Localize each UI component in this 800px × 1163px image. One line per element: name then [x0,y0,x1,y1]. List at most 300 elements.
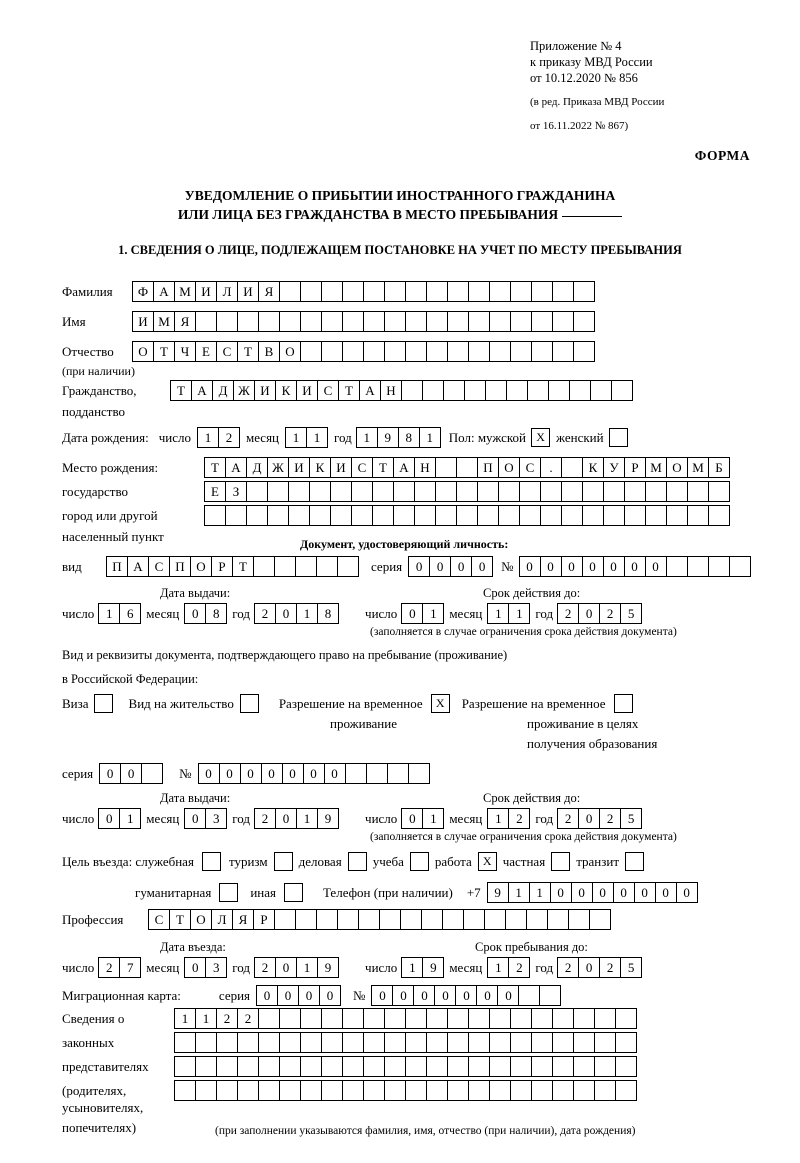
cell[interactable]: С [519,457,541,478]
cell[interactable]: И [237,281,259,302]
cell[interactable] [216,1080,238,1101]
cell[interactable] [594,1080,616,1101]
cell[interactable] [510,1032,532,1053]
cell[interactable] [468,341,490,362]
cell[interactable] [708,481,730,502]
cell[interactable]: Л [216,281,238,302]
cell[interactable] [447,311,469,332]
cell[interactable]: Ж [267,457,289,478]
cell[interactable] [540,481,562,502]
cell[interactable] [447,1008,469,1029]
permit-valid-day-input[interactable] [401,808,444,829]
cell[interactable]: С [148,909,170,930]
cell[interactable]: Я [232,909,254,930]
cell[interactable] [279,1080,301,1101]
cell[interactable]: 0 [413,985,435,1006]
cell[interactable]: 0 [634,882,656,903]
cell[interactable]: 0 [99,763,121,784]
cell[interactable] [321,281,343,302]
cell[interactable]: 0 [613,882,635,903]
cell[interactable]: Т [372,457,394,478]
cell[interactable] [321,341,343,362]
permit-issue-year-input[interactable] [254,808,339,829]
cell[interactable] [174,1080,196,1101]
cell[interactable]: П [169,556,191,577]
cell[interactable] [489,1032,511,1053]
cell[interactable]: 0 [275,603,297,624]
cell[interactable]: 2 [557,957,579,978]
cell[interactable]: 1 [508,882,530,903]
cell[interactable] [426,1080,448,1101]
cell[interactable] [174,1032,196,1053]
doc-issue-year-input[interactable] [254,603,339,624]
permit-valid-month-input[interactable] [487,808,530,829]
cell[interactable] [321,1056,343,1077]
cell[interactable] [216,1056,238,1077]
doc-series-input[interactable] [408,556,493,577]
cell[interactable] [279,1032,301,1053]
cell[interactable] [552,1056,574,1077]
cell[interactable] [414,481,436,502]
cell[interactable]: 1 [356,427,378,448]
cell[interactable] [582,505,604,526]
cell[interactable] [342,311,364,332]
cell[interactable] [253,556,275,577]
cell[interactable] [337,909,359,930]
cell[interactable]: 0 [561,556,583,577]
cell[interactable]: А [153,281,175,302]
cell[interactable] [384,1080,406,1101]
cell[interactable] [384,1008,406,1029]
cell[interactable]: 6 [119,603,141,624]
cell[interactable] [447,281,469,302]
cell[interactable] [279,1008,301,1029]
cell[interactable] [300,341,322,362]
cell[interactable]: Т [153,341,175,362]
residence-permit-checkbox[interactable] [240,694,259,713]
cell[interactable] [489,311,511,332]
cell[interactable]: 0 [261,763,283,784]
stay-day-input[interactable] [401,957,444,978]
cell[interactable] [426,1032,448,1053]
cell[interactable] [237,1032,259,1053]
cell[interactable] [384,311,406,332]
cell[interactable] [573,341,595,362]
cell[interactable]: Т [232,556,254,577]
cell[interactable] [295,556,317,577]
cell[interactable]: И [132,311,154,332]
cell[interactable] [345,763,367,784]
stay-month-input[interactable] [487,957,530,978]
cell[interactable]: А [127,556,149,577]
cell[interactable]: 0 [184,808,206,829]
cell[interactable] [174,1056,196,1077]
cell[interactable] [321,1008,343,1029]
cell[interactable] [594,1032,616,1053]
cell[interactable]: 8 [398,427,420,448]
cell[interactable] [279,311,301,332]
cell[interactable] [468,1056,490,1077]
cell[interactable]: 0 [401,808,423,829]
legal-rep-input-4[interactable] [174,1080,637,1101]
cell[interactable]: И [254,380,276,401]
cell[interactable] [342,1080,364,1101]
cell[interactable]: 0 [645,556,667,577]
cell[interactable]: 2 [599,603,621,624]
cell[interactable]: 0 [582,556,604,577]
cell[interactable]: Л [211,909,233,930]
cell[interactable] [447,1080,469,1101]
cell[interactable]: Я [258,281,280,302]
cell[interactable] [401,380,423,401]
birth-month-input[interactable] [285,427,328,448]
cell[interactable] [489,1080,511,1101]
cell[interactable] [405,1056,427,1077]
cell[interactable] [531,311,553,332]
cell[interactable] [384,1056,406,1077]
cell[interactable]: Д [246,457,268,478]
cell[interactable] [624,481,646,502]
cell[interactable]: 9 [317,808,339,829]
cell[interactable] [666,556,688,577]
cell[interactable]: 2 [254,603,276,624]
cell[interactable] [464,380,486,401]
cell[interactable]: 5 [620,957,642,978]
cell[interactable] [274,556,296,577]
cell[interactable]: 0 [592,882,614,903]
cell[interactable]: А [359,380,381,401]
cell[interactable] [342,1056,364,1077]
cell[interactable] [687,481,709,502]
cell[interactable] [666,481,688,502]
cell[interactable] [405,311,427,332]
cell[interactable] [195,1056,217,1077]
legal-rep-input-1[interactable] [174,1008,637,1029]
edu-residence-checkbox[interactable] [614,694,633,713]
cell[interactable] [526,909,548,930]
cell[interactable]: Е [204,481,226,502]
cell[interactable] [645,505,667,526]
cell[interactable]: 1 [296,603,318,624]
cell[interactable]: О [190,909,212,930]
cell[interactable] [489,281,511,302]
cell[interactable] [426,311,448,332]
cell[interactable]: 0 [275,957,297,978]
cell[interactable] [506,380,528,401]
surname-input[interactable] [132,281,595,302]
cell[interactable] [463,909,485,930]
cell[interactable] [316,556,338,577]
cell[interactable] [295,909,317,930]
cell[interactable]: 0 [371,985,393,1006]
cell[interactable] [363,311,385,332]
cell[interactable] [351,481,373,502]
cell[interactable] [510,281,532,302]
permit-number-input[interactable] [198,763,430,784]
cell[interactable] [321,1080,343,1101]
cell[interactable] [321,1032,343,1053]
cell[interactable]: 1 [296,957,318,978]
stay-year-input[interactable] [557,957,642,978]
cell[interactable] [384,341,406,362]
cell[interactable] [300,1080,322,1101]
cell[interactable] [258,1008,280,1029]
cell[interactable] [225,505,247,526]
doc-kind-input[interactable] [106,556,359,577]
cell[interactable]: Т [338,380,360,401]
purpose-service-checkbox[interactable] [202,852,221,871]
cell[interactable] [351,505,373,526]
cell[interactable] [519,505,541,526]
cell[interactable] [708,505,730,526]
cell[interactable] [216,1032,238,1053]
cell[interactable] [300,281,322,302]
cell[interactable] [363,1032,385,1053]
cell[interactable] [300,1008,322,1029]
cell[interactable]: П [106,556,128,577]
cell[interactable]: О [498,457,520,478]
cell[interactable] [510,311,532,332]
cell[interactable] [342,1008,364,1029]
cell[interactable] [337,556,359,577]
cell[interactable]: 0 [298,985,320,1006]
cell[interactable] [729,556,751,577]
cell[interactable] [510,1056,532,1077]
cell[interactable] [405,341,427,362]
cell[interactable] [195,311,217,332]
cell[interactable] [687,505,709,526]
cell[interactable] [519,481,541,502]
cell[interactable]: 0 [324,763,346,784]
cell[interactable] [615,1008,637,1029]
cell[interactable]: 0 [497,985,519,1006]
cell[interactable] [342,281,364,302]
permit-issue-month-input[interactable] [184,808,227,829]
cell[interactable] [552,1008,574,1029]
cell[interactable] [443,380,465,401]
cell[interactable] [384,1032,406,1053]
cell[interactable]: Р [211,556,233,577]
cell[interactable] [510,341,532,362]
cell[interactable]: И [330,457,352,478]
cell[interactable]: 0 [455,985,477,1006]
cell[interactable] [204,505,226,526]
cell[interactable]: 0 [392,985,414,1006]
cell[interactable] [405,1080,427,1101]
cell[interactable] [288,481,310,502]
cell[interactable]: 2 [508,808,530,829]
cell[interactable] [426,281,448,302]
cell[interactable]: 0 [219,763,241,784]
cell[interactable]: 0 [275,808,297,829]
cell[interactable] [435,481,457,502]
birth-year-input[interactable] [356,427,441,448]
cell[interactable] [498,481,520,502]
temp-residence-checkbox[interactable]: X [431,694,450,713]
cell[interactable] [505,909,527,930]
cell[interactable]: 5 [620,808,642,829]
cell[interactable] [216,311,238,332]
cell[interactable] [309,481,331,502]
cell[interactable] [548,380,570,401]
cell[interactable] [590,380,612,401]
cell[interactable] [408,763,430,784]
cell[interactable] [531,1056,553,1077]
cell[interactable] [267,505,289,526]
cell[interactable] [456,505,478,526]
cell[interactable] [237,1080,259,1101]
cell[interactable] [484,909,506,930]
cell[interactable] [426,1056,448,1077]
cell[interactable]: Т [204,457,226,478]
cell[interactable] [594,1008,616,1029]
cell[interactable] [582,481,604,502]
cell[interactable] [342,1032,364,1053]
cell[interactable]: 0 [120,763,142,784]
cell[interactable]: К [582,457,604,478]
cell[interactable]: 1 [285,427,307,448]
cell[interactable]: 0 [184,603,206,624]
cell[interactable]: 2 [254,957,276,978]
cell[interactable]: Н [414,457,436,478]
cell[interactable] [279,1056,301,1077]
legal-rep-input-3[interactable] [174,1056,637,1077]
cell[interactable] [645,481,667,502]
cell[interactable]: 0 [578,808,600,829]
cell[interactable] [552,1080,574,1101]
cell[interactable] [573,1056,595,1077]
cell[interactable]: . [540,457,562,478]
cell[interactable] [615,1056,637,1077]
cell[interactable]: 2 [599,808,621,829]
cell[interactable]: 0 [476,985,498,1006]
cell[interactable]: М [645,457,667,478]
cell[interactable]: З [225,481,247,502]
cell[interactable] [531,1032,553,1053]
cell[interactable]: 0 [98,808,120,829]
purpose-study-checkbox[interactable] [410,852,429,871]
cell[interactable]: 0 [240,763,262,784]
cell[interactable] [561,505,583,526]
cell[interactable] [573,311,595,332]
cell[interactable]: О [190,556,212,577]
cell[interactable] [421,909,443,930]
citizenship-input[interactable] [170,380,633,401]
cell[interactable] [552,1032,574,1053]
cell[interactable]: 0 [655,882,677,903]
cell[interactable] [363,1080,385,1101]
cell[interactable] [540,505,562,526]
migration-series-input[interactable] [256,985,341,1006]
cell[interactable] [531,1080,553,1101]
cell[interactable] [468,1032,490,1053]
cell[interactable] [489,1008,511,1029]
cell[interactable] [435,457,457,478]
cell[interactable]: Н [380,380,402,401]
cell[interactable]: М [174,281,196,302]
cell[interactable] [366,763,388,784]
cell[interactable]: 9 [487,882,509,903]
cell[interactable] [422,380,444,401]
cell[interactable]: Т [237,341,259,362]
cell[interactable] [615,1032,637,1053]
cell[interactable] [300,1032,322,1053]
cell[interactable]: Т [170,380,192,401]
cell[interactable] [589,909,611,930]
cell[interactable]: 0 [578,603,600,624]
cell[interactable]: 0 [198,763,220,784]
cell[interactable] [611,380,633,401]
cell[interactable]: О [132,341,154,362]
cell[interactable] [387,763,409,784]
cell[interactable] [552,311,574,332]
visa-checkbox[interactable] [94,694,113,713]
cell[interactable] [624,505,646,526]
legal-rep-input-2[interactable] [174,1032,637,1053]
cell[interactable] [573,1008,595,1029]
cell[interactable] [237,311,259,332]
cell[interactable] [527,380,549,401]
purpose-tourism-checkbox[interactable] [274,852,293,871]
cell[interactable]: 7 [119,957,141,978]
cell[interactable]: 8 [317,603,339,624]
cell[interactable]: 0 [519,556,541,577]
cell[interactable] [321,311,343,332]
cell[interactable] [510,1008,532,1029]
birthplace-input-line-3[interactable] [204,505,730,526]
cell[interactable] [468,1080,490,1101]
birth-day-input[interactable] [197,427,240,448]
cell[interactable]: 2 [218,427,240,448]
cell[interactable]: 0 [603,556,625,577]
cell[interactable] [258,311,280,332]
doc-number-input[interactable] [519,556,751,577]
cell[interactable]: 1 [487,957,509,978]
cell[interactable] [300,1056,322,1077]
cell[interactable]: 0 [434,985,456,1006]
cell[interactable] [363,341,385,362]
cell[interactable]: К [309,457,331,478]
cell[interactable] [489,1056,511,1077]
cell[interactable]: И [296,380,318,401]
cell[interactable] [316,909,338,930]
cell[interactable] [531,1008,553,1029]
cell[interactable] [237,1056,259,1077]
cell[interactable] [363,281,385,302]
cell[interactable] [456,481,478,502]
cell[interactable] [518,985,540,1006]
cell[interactable]: 0 [184,957,206,978]
cell[interactable] [246,505,268,526]
doc-issue-month-input[interactable] [184,603,227,624]
cell[interactable]: 0 [676,882,698,903]
cell[interactable]: 2 [508,957,530,978]
cell[interactable]: 8 [205,603,227,624]
cell[interactable]: А [191,380,213,401]
cell[interactable] [400,909,422,930]
cell[interactable] [498,505,520,526]
cell[interactable]: 1 [401,957,423,978]
cell[interactable]: С [317,380,339,401]
cell[interactable]: 1 [529,882,551,903]
cell[interactable] [267,481,289,502]
cell[interactable] [363,1056,385,1077]
cell[interactable]: 2 [557,808,579,829]
cell[interactable] [561,481,583,502]
doc-issue-day-input[interactable] [98,603,141,624]
cell[interactable] [195,1032,217,1053]
cell[interactable]: 1 [422,808,444,829]
